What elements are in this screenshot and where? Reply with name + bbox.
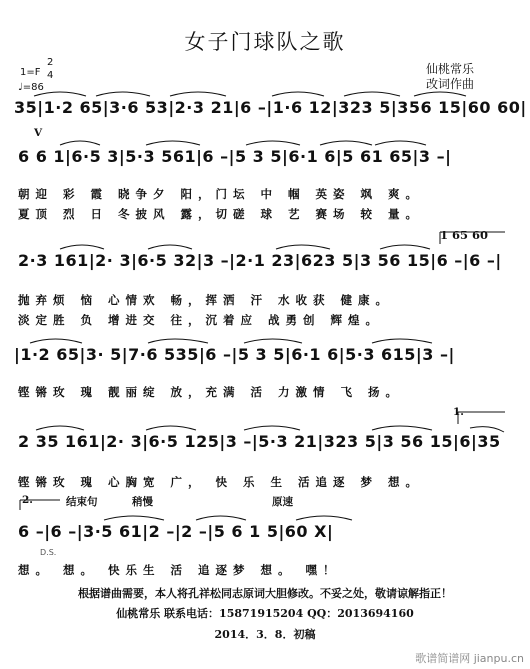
lyric-row-5: 铿锵玫 瑰 靓丽绽 放，充满 活 力激情 飞 扬。 bbox=[18, 385, 404, 399]
footer-note: 根据谱曲需要，本人将孔祥松同志原词大胆修改。不妥之处，敬请谅解指正！ bbox=[78, 587, 452, 600]
music-row-4: |1·2 65|3· 5|7·6 535|6 –|5 3 5|6·1 6|5·3 615|3 –| bbox=[14, 345, 455, 364]
volta-2: 2. bbox=[22, 494, 33, 506]
music-row-5: 2 35 161|2· 3|6·5 125|3 –|5·3 21|323 5|3 56 15|6|35 bbox=[18, 432, 501, 451]
music-row-1: 35|1·2 65|3·6 53|2·3 21|6 –|1·6 12|323 5|356 15|60 60| bbox=[14, 98, 527, 117]
page-title: 女子门球队之歌 bbox=[184, 30, 346, 54]
music-row-6: 6 –|6 –|3·5 61|2 –|2 –|5 6 1 5|60 X| bbox=[18, 522, 334, 541]
tempo-marking: ♩=86 bbox=[18, 82, 44, 93]
lyric-row-4: 淡定胜 负 增进交 往，沉着应 战勇创 辉煌。 bbox=[18, 313, 384, 327]
lyric-row-2: 夏顶 烈 日 冬披风 露，切磋 球 艺 赛场 较 量。 bbox=[18, 207, 424, 221]
author-name: 仙桃常乐 bbox=[426, 62, 475, 76]
time-signature-bottom: 4 bbox=[47, 70, 54, 81]
lyric-row-3: 抛弃烦 恼 心情欢 畅，挥洒 汗 水收获 健康。 bbox=[18, 293, 394, 307]
key-signature: 1=F bbox=[20, 67, 41, 78]
breath-mark: V bbox=[34, 127, 43, 139]
author-role: 改词作曲 bbox=[426, 77, 475, 91]
tempo-primo-label: 原速 bbox=[272, 496, 293, 508]
time-signature-top: 2 bbox=[47, 57, 54, 68]
small-notes: 1 65 60 bbox=[440, 228, 489, 242]
footer-date: 2014．3．8．初稿 bbox=[214, 628, 316, 641]
footer-contact: 仙桃常乐 联系电话：15871915204 QQ：2013694160 bbox=[116, 607, 414, 620]
lyric-row-1: 朝迎 彩 霞 晓争夕 阳，门坛 中 帼 英姿 飒 爽。 bbox=[18, 187, 424, 201]
ds-mark: D.S. bbox=[40, 548, 57, 557]
ending-label: 结束句 bbox=[66, 496, 98, 508]
music-row-3: 2·3 161|2· 3|6·5 32|3 –|2·1 23|623 5|3 56 15|6 –|6 –| bbox=[18, 251, 502, 270]
volta-1: 1. bbox=[453, 406, 464, 418]
watermark: 歌谱简谱网 jianpu.cn bbox=[415, 652, 524, 665]
lyric-row-7: 想。 想。 快乐生 活 追逐梦 想。 嘿！ bbox=[18, 563, 341, 577]
music-row-2: 6 6 1|6·5 3|5·3 561|6 –|5 3 5|6·1 6|5 61 65|3 –| bbox=[18, 147, 452, 166]
slow-label: 稍慢 bbox=[132, 496, 153, 508]
lyric-row-6: 铿锵玫 瑰 心胸宽 广， 快 乐 生 活追逐 梦 想。 bbox=[18, 475, 424, 489]
